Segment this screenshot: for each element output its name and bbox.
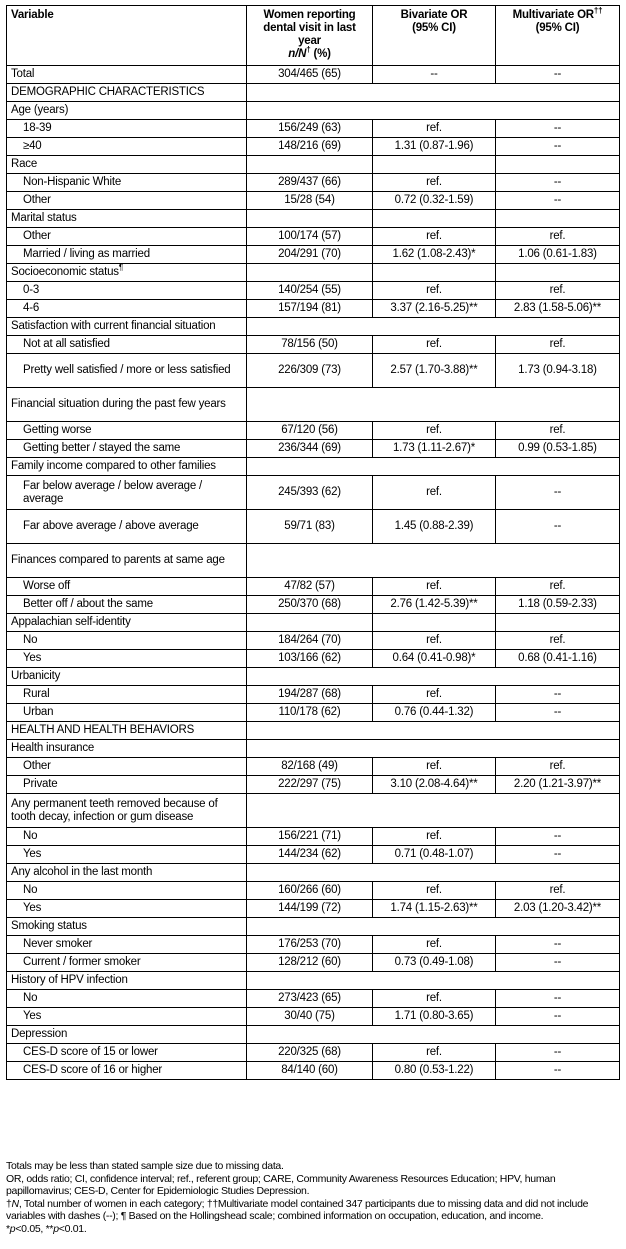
footnote-missing-data: Totals may be less than stated sample size due to missing data. <box>6 1160 284 1172</box>
empty-cell <box>247 156 373 174</box>
cell-multivariate-or: 0.68 (0.41-1.16) <box>496 650 620 668</box>
table-row <box>7 422 620 440</box>
empty-cell <box>373 156 496 174</box>
cell-multivariate-or: ref. <box>496 282 620 300</box>
group-label <box>7 544 247 578</box>
cell-n-pct: 236/344 (69) <box>247 440 373 458</box>
table-row <box>7 300 620 318</box>
table-row <box>7 1044 620 1062</box>
group-label-text: Age (years) <box>11 104 69 116</box>
cell-bivariate-or: 3.10 (2.08-4.64)** <box>373 776 496 794</box>
group-label <box>7 972 247 990</box>
cell-n-pct: 273/423 (65) <box>247 990 373 1008</box>
section-label <box>7 722 247 740</box>
group-label <box>7 668 247 686</box>
cell-multivariate-or: ref. <box>496 882 620 900</box>
empty-cell <box>373 264 496 282</box>
cell-multivariate-or: ref. <box>496 336 620 354</box>
row-label: Not at all satisfied <box>7 336 247 354</box>
cell-bivariate-or: ref. <box>373 228 496 246</box>
cell-bivariate-or: 1.31 (0.87-1.96) <box>373 138 496 156</box>
table-row <box>7 228 620 246</box>
header-variable: Variable <box>7 6 247 66</box>
row-label: Non-Hispanic White <box>7 174 247 192</box>
group-label <box>7 918 247 936</box>
group-label-text: Appalachian self-identity <box>11 616 131 628</box>
empty-cell <box>496 614 620 632</box>
footnote-symbols-text: , Total number of women in each category; ††Multivariate model contained 347 participants due to missing data and did not include variables with dashes (--); ¶ Based on the Hollingshead scale; combined information on occupation, education, and income. <box>6 1197 589 1223</box>
empty-merged-cell <box>247 544 620 578</box>
group-header-row <box>7 156 620 174</box>
group-label-text: Any permanent teeth removed because of tooth decay, infection or gum disease <box>11 797 218 823</box>
group-label <box>7 318 247 336</box>
group-header-row <box>7 1026 620 1044</box>
cell-n-pct: 84/140 (60) <box>247 1062 373 1080</box>
cell-bivariate-or: ref. <box>373 686 496 704</box>
group-label-text: Smoking status <box>11 920 87 932</box>
empty-cell <box>247 264 373 282</box>
cell-multivariate-or: -- <box>496 476 620 510</box>
empty-cell <box>247 614 373 632</box>
cell-multivariate-or: -- <box>496 936 620 954</box>
cell-bivariate-or: 0.72 (0.32-1.59) <box>373 192 496 210</box>
table-row <box>7 1008 620 1026</box>
cell-n-pct: 15/28 (54) <box>247 192 373 210</box>
empty-cell <box>373 210 496 228</box>
row-label: Never smoker <box>7 936 247 954</box>
group-header-row <box>7 918 620 936</box>
cell-n-pct: 128/212 (60) <box>247 954 373 972</box>
cell-multivariate-or: 1.06 (0.61-1.83) <box>496 246 620 264</box>
cell-multivariate-or: 2.03 (1.20-3.42)** <box>496 900 620 918</box>
row-label: Current / former smoker <box>7 954 247 972</box>
row-label: Yes <box>7 1008 247 1026</box>
table-row <box>7 954 620 972</box>
group-label-text: Socioeconomic status <box>11 266 119 278</box>
group-header-row <box>7 388 620 422</box>
cell-n-pct: 156/249 (63) <box>247 120 373 138</box>
cell-bivariate-or: ref. <box>373 174 496 192</box>
cell-bivariate-or: ref. <box>373 282 496 300</box>
dagger-sup: † <box>306 45 311 55</box>
pilcrow-sup: ¶ <box>118 263 123 273</box>
group-label <box>7 458 247 476</box>
row-label: No <box>7 882 247 900</box>
footnote-significance <box>6 1223 618 1236</box>
table-row <box>7 120 620 138</box>
group-label <box>7 102 247 120</box>
cell-n-pct: 59/71 (83) <box>247 510 373 544</box>
cell-multivariate-or: -- <box>496 138 620 156</box>
section-header-row <box>7 84 620 102</box>
cell-multivariate-or: -- <box>496 990 620 1008</box>
double-dagger-sup: †† <box>593 6 603 16</box>
cell-bivariate-or: 1.71 (0.80-3.65) <box>373 1008 496 1026</box>
group-header-row <box>7 210 620 228</box>
group-label <box>7 1026 247 1044</box>
footnote-abbreviations: OR, odds ratio; CI, confidence interval; ref., referent group; CARE, Community Awareness Resources Education; HPV, human papillomavirus; CES-D, Center for Epidemiologic Studies Depression. <box>6 1172 556 1198</box>
cell-multivariate-or: 1.73 (0.94-3.18) <box>496 354 620 388</box>
table-row <box>7 632 620 650</box>
group-header-row <box>7 102 620 120</box>
table-row <box>7 704 620 722</box>
row-label: ≥40 <box>7 138 247 156</box>
header-bivariate-title: Bivariate OR <box>400 9 468 21</box>
cell-bivariate-or: ref. <box>373 882 496 900</box>
header-bivariate-or <box>373 6 496 66</box>
cell-multivariate-or: ref. <box>496 228 620 246</box>
footnote-v2: <0.01. <box>58 1222 87 1235</box>
group-label <box>7 210 247 228</box>
group-label <box>7 614 247 632</box>
cell-bivariate-or: 1.74 (1.15-2.63)** <box>373 900 496 918</box>
row-label: Far below average / below average / average <box>7 476 247 510</box>
cell-multivariate-or: -- <box>496 120 620 138</box>
group-header-row <box>7 544 620 578</box>
row-label: Getting better / stayed the same <box>7 440 247 458</box>
cell-bivariate-or: 0.80 (0.53-1.22) <box>373 1062 496 1080</box>
row-label: Far above average / above average <box>7 510 247 544</box>
group-label-text: Race <box>11 158 38 170</box>
cell-multivariate-or: -- <box>496 1062 620 1080</box>
row-label: No <box>7 632 247 650</box>
empty-merged-cell <box>247 740 620 758</box>
cell-n-pct: 110/178 (62) <box>247 704 373 722</box>
footnote-N: N <box>11 1197 19 1210</box>
cell-bivariate-or: ref. <box>373 422 496 440</box>
cell-n-pct: 140/254 (55) <box>247 282 373 300</box>
group-header-row <box>7 972 620 990</box>
header-women-title: Women reporting dental visit in last year <box>263 9 356 47</box>
cell-n-pct: 304/465 (65) <box>247 66 373 84</box>
table-row <box>7 192 620 210</box>
group-label-text: Marital status <box>11 212 77 224</box>
row-label: Pretty well satisfied / more or less satisfied <box>7 354 247 388</box>
cell-bivariate-or: ref. <box>373 828 496 846</box>
cell-n-pct: 144/199 (72) <box>247 900 373 918</box>
empty-merged-cell <box>247 388 620 422</box>
row-label: Other <box>7 192 247 210</box>
empty-merged-cell <box>247 972 620 990</box>
empty-cell <box>496 156 620 174</box>
group-label-text: HEALTH AND HEALTH BEHAVIORS <box>11 724 195 736</box>
cell-n-pct: 100/174 (57) <box>247 228 373 246</box>
row-label: Yes <box>7 846 247 864</box>
table-row <box>7 846 620 864</box>
cell-bivariate-or: 0.76 (0.44-1.32) <box>373 704 496 722</box>
empty-merged-cell <box>247 794 620 828</box>
section-header-row <box>7 722 620 740</box>
row-label: 18-39 <box>7 120 247 138</box>
group-label <box>7 864 247 882</box>
group-label-text: Finances compared to parents at same age <box>11 554 225 566</box>
cell-bivariate-or: 0.73 (0.49-1.08) <box>373 954 496 972</box>
empty-merged-cell <box>247 84 620 102</box>
cell-bivariate-or: 1.62 (1.08-2.43)* <box>373 246 496 264</box>
group-header-row <box>7 458 620 476</box>
cell-n-pct: 289/437 (66) <box>247 174 373 192</box>
group-label-text: Financial situation during the past few years <box>11 398 226 410</box>
cell-bivariate-or: ref. <box>373 476 496 510</box>
cell-bivariate-or: ref. <box>373 1044 496 1062</box>
group-header-row <box>7 864 620 882</box>
table-row <box>7 510 620 544</box>
empty-merged-cell <box>247 458 620 476</box>
table-row <box>7 282 620 300</box>
group-header-row <box>7 794 620 828</box>
cell-n-pct: 222/297 (75) <box>247 776 373 794</box>
group-header-row <box>7 318 620 336</box>
table-row <box>7 354 620 388</box>
group-header-row <box>7 740 620 758</box>
table-body <box>7 66 620 1080</box>
table-row <box>7 66 620 84</box>
cell-bivariate-or: -- <box>373 66 496 84</box>
footnote-star: * <box>6 1222 10 1235</box>
cell-n-pct: 47/82 (57) <box>247 578 373 596</box>
group-label-text: Any alcohol in the last month <box>11 866 153 878</box>
cell-multivariate-or: -- <box>496 66 620 84</box>
header-bivariate-ci: (95% CI) <box>412 22 456 34</box>
cell-multivariate-or: 0.99 (0.53-1.85) <box>496 440 620 458</box>
table-row <box>7 440 620 458</box>
empty-merged-cell <box>247 918 620 936</box>
cell-bivariate-or: 0.64 (0.41-0.98)* <box>373 650 496 668</box>
cell-n-pct: 156/221 (71) <box>247 828 373 846</box>
row-label: 4-6 <box>7 300 247 318</box>
empty-cell <box>247 210 373 228</box>
row-label: No <box>7 990 247 1008</box>
table-row <box>7 1062 620 1080</box>
cell-n-pct: 148/216 (69) <box>247 138 373 156</box>
group-label-text: Satisfaction with current financial situation <box>11 320 216 332</box>
table-row <box>7 900 620 918</box>
header-women-n: n/N <box>288 48 307 60</box>
cell-multivariate-or: -- <box>496 174 620 192</box>
cell-multivariate-or: 2.20 (1.21-3.97)** <box>496 776 620 794</box>
cell-multivariate-or: ref. <box>496 758 620 776</box>
cell-multivariate-or: -- <box>496 1008 620 1026</box>
row-label: Other <box>7 758 247 776</box>
group-label-text: History of HPV infection <box>11 974 128 986</box>
cell-n-pct: 160/266 (60) <box>247 882 373 900</box>
group-label-text: Family income compared to other families <box>11 460 216 472</box>
table-row <box>7 174 620 192</box>
table-footnotes <box>6 1160 618 1236</box>
cell-n-pct: 157/194 (81) <box>247 300 373 318</box>
cell-multivariate-or: -- <box>496 704 620 722</box>
table-row <box>7 758 620 776</box>
cell-bivariate-or: 2.76 (1.42-5.39)** <box>373 596 496 614</box>
group-label <box>7 388 247 422</box>
cell-bivariate-or: ref. <box>373 632 496 650</box>
table-row <box>7 686 620 704</box>
cell-multivariate-or: ref. <box>496 578 620 596</box>
cell-n-pct: 184/264 (70) <box>247 632 373 650</box>
cell-bivariate-or: 0.71 (0.48-1.07) <box>373 846 496 864</box>
cell-multivariate-or: -- <box>496 192 620 210</box>
cell-multivariate-or: -- <box>496 1044 620 1062</box>
cell-bivariate-or: 2.57 (1.70-3.88)** <box>373 354 496 388</box>
cell-bivariate-or: ref. <box>373 578 496 596</box>
table-row <box>7 336 620 354</box>
empty-merged-cell <box>247 722 620 740</box>
cell-multivariate-or: -- <box>496 510 620 544</box>
section-label <box>7 84 247 102</box>
table-header-row <box>7 6 620 66</box>
row-label: Better off / about the same <box>7 596 247 614</box>
cell-n-pct: 30/40 (75) <box>247 1008 373 1026</box>
row-label: Married / living as married <box>7 246 247 264</box>
empty-cell <box>373 614 496 632</box>
header-women-pct: (%) <box>310 48 331 60</box>
cell-n-pct: 245/393 (62) <box>247 476 373 510</box>
cell-n-pct: 82/168 (49) <box>247 758 373 776</box>
group-label <box>7 156 247 174</box>
cell-bivariate-or: 1.73 (1.11-2.67)* <box>373 440 496 458</box>
cell-multivariate-or: -- <box>496 686 620 704</box>
row-label: 0-3 <box>7 282 247 300</box>
row-label: Yes <box>7 900 247 918</box>
table-row <box>7 936 620 954</box>
footnote-v1: <0.05, ** <box>15 1222 54 1235</box>
cell-bivariate-or: 1.45 (0.88-2.39) <box>373 510 496 544</box>
table-row <box>7 776 620 794</box>
table-row <box>7 990 620 1008</box>
group-label <box>7 264 247 282</box>
table-row <box>7 882 620 900</box>
cell-bivariate-or: ref. <box>373 758 496 776</box>
results-table <box>6 5 620 1080</box>
row-label: Private <box>7 776 247 794</box>
group-label <box>7 740 247 758</box>
table-row <box>7 246 620 264</box>
empty-merged-cell <box>247 668 620 686</box>
group-header-row <box>7 614 620 632</box>
cell-n-pct: 78/156 (50) <box>247 336 373 354</box>
empty-merged-cell <box>247 102 620 120</box>
row-label: Other <box>7 228 247 246</box>
row-label: No <box>7 828 247 846</box>
table-row <box>7 650 620 668</box>
group-header-row <box>7 264 620 282</box>
footnote-symbols <box>6 1198 618 1223</box>
group-label-text: Depression <box>11 1028 68 1040</box>
cell-n-pct: 67/120 (56) <box>247 422 373 440</box>
header-multivariate-ci: (95% CI) <box>535 22 580 34</box>
cell-n-pct: 204/291 (70) <box>247 246 373 264</box>
cell-multivariate-or: -- <box>496 846 620 864</box>
cell-n-pct: 176/253 (70) <box>247 936 373 954</box>
cell-n-pct: 226/309 (73) <box>247 354 373 388</box>
cell-bivariate-or: ref. <box>373 936 496 954</box>
footnote-dagger: † <box>6 1197 12 1210</box>
cell-multivariate-or: 1.18 (0.59-2.33) <box>496 596 620 614</box>
row-label: Yes <box>7 650 247 668</box>
cell-bivariate-or: ref. <box>373 120 496 138</box>
group-label-text: DEMOGRAPHIC CHARACTERISTICS <box>11 86 205 98</box>
row-label: Urban <box>7 704 247 722</box>
cell-multivariate-or: ref. <box>496 632 620 650</box>
empty-merged-cell <box>247 1026 620 1044</box>
table-row <box>7 476 620 510</box>
empty-cell <box>496 264 620 282</box>
row-label: CES-D score of 15 or lower <box>7 1044 247 1062</box>
cell-bivariate-or: ref. <box>373 336 496 354</box>
table-row <box>7 578 620 596</box>
cell-bivariate-or: 3.37 (2.16-5.25)** <box>373 300 496 318</box>
header-women-dental-visit <box>247 6 373 66</box>
header-multivariate-title: Multivariate OR <box>512 9 594 21</box>
cell-n-pct: 194/287 (68) <box>247 686 373 704</box>
footnote-p2: p <box>53 1222 59 1235</box>
empty-merged-cell <box>247 318 620 336</box>
cell-n-pct: 144/234 (62) <box>247 846 373 864</box>
table-row <box>7 828 620 846</box>
empty-merged-cell <box>247 864 620 882</box>
group-header-row <box>7 668 620 686</box>
group-label <box>7 794 247 828</box>
row-label: Rural <box>7 686 247 704</box>
cell-multivariate-or: -- <box>496 954 620 972</box>
row-label: CES-D score of 16 or higher <box>7 1062 247 1080</box>
cell-multivariate-or: ref. <box>496 422 620 440</box>
cell-multivariate-or: 2.83 (1.58-5.06)** <box>496 300 620 318</box>
footnote-p1: p <box>9 1222 16 1235</box>
group-label-text: Urbanicity <box>11 670 61 682</box>
cell-multivariate-or: -- <box>496 828 620 846</box>
group-label-text: Health insurance <box>11 742 95 754</box>
empty-cell <box>496 210 620 228</box>
header-multivariate-or <box>496 6 620 66</box>
cell-n-pct: 220/325 (68) <box>247 1044 373 1062</box>
cell-n-pct: 250/370 (68) <box>247 596 373 614</box>
row-label: Worse off <box>7 578 247 596</box>
table-row <box>7 138 620 156</box>
cell-bivariate-or: ref. <box>373 990 496 1008</box>
row-label: Getting worse <box>7 422 247 440</box>
row-label: Total <box>7 66 247 84</box>
cell-n-pct: 103/166 (62) <box>247 650 373 668</box>
table-row <box>7 596 620 614</box>
